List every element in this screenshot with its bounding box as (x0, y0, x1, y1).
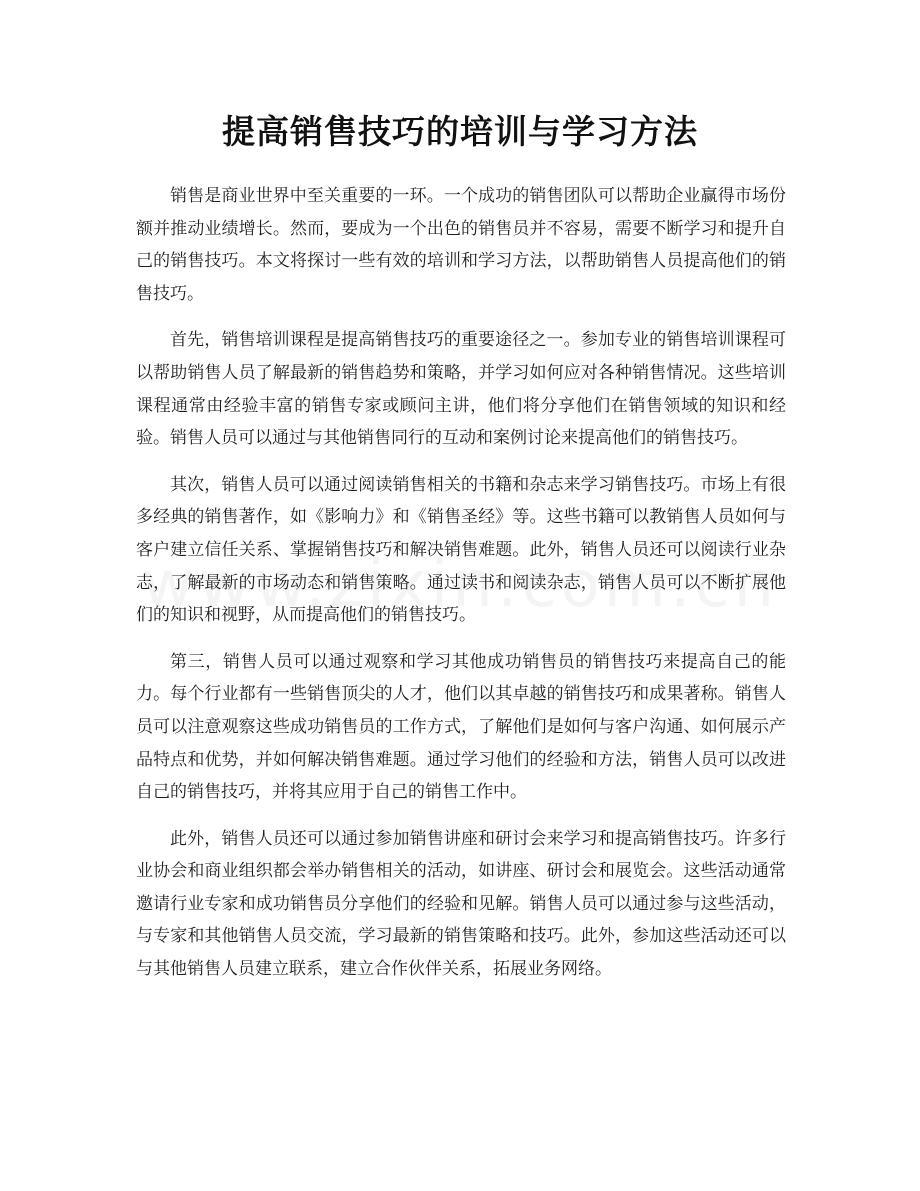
paragraph-2: 首先，销售培训课程是提高销售技巧的重要途径之一。参加专业的销售培训课程可以帮助销售人员了解最新的销售趋势和策略，并学习如何应对各种销售情况。这些培训课程通常由经验丰富的销售专家或顾问主讲，他们将分享他们在销售领域的知识和经验。销售人员可以通过与其他销售同行的互动和案例讨论来提高他们的销售技巧。 (136, 330, 786, 449)
paragraph-3: 其次，销售人员可以通过阅读销售相关的书籍和杂志来学习销售技巧。市场上有很多经典的销售著作，如《影响力》和《销售圣经》等。这些书籍可以教销售人员如何与客户建立信任关系、掌握销售技巧和解决销售难题。此外，销售人员还可以阅读行业杂志，了解最新的市场动态和销售策略。通过读书和阅读杂志，销售人员可以不断扩展他们的知识和视野，从而提高他们的销售技巧。 (136, 474, 786, 626)
document-title: 提高销售技巧的培训与学习方法 (222, 112, 698, 151)
paragraph-4: 第三，销售人员可以通过观察和学习其他成功销售员的销售技巧来提高自己的能力。每个行业都有一些销售顶尖的人才，他们以其卓越的销售技巧和成果著称。销售人员可以注意观察这些成功销售员的工作方式，了解他们是如何与客户沟通、如何展示产品特点和优势，并如何解决销售难题。通过学习他们的经验和方法，销售人员可以改进自己的销售技巧，并将其应用于自己的销售工作中。 (136, 651, 786, 803)
document-body (136, 180, 786, 1000)
paragraph-5: 此外，销售人员还可以通过参加销售讲座和研讨会来学习和提高销售技巧。许多行业协会和商业组织都会举办销售相关的活动，如讲座、研讨会和展览会。这些活动通常邀请行业专家和成功销售员分享他们的经验和见解。销售人员可以通过参与这些活动，与专家和其他销售人员交流，学习最新的销售策略和技巧。此外，参加这些活动还可以与其他销售人员建立联系，建立合作伙伴关系，拓展业务网络。 (136, 828, 786, 980)
paragraph-1: 销售是商业世界中至关重要的一环。一个成功的销售团队可以帮助企业赢得市场份额并推动业绩增长。然而，要成为一个出色的销售员并不容易，需要不断学习和提升自己的销售技巧。本文将探讨一些有效的培训和学习方法，以帮助销售人员提高他们的销售技巧。 (136, 186, 786, 304)
